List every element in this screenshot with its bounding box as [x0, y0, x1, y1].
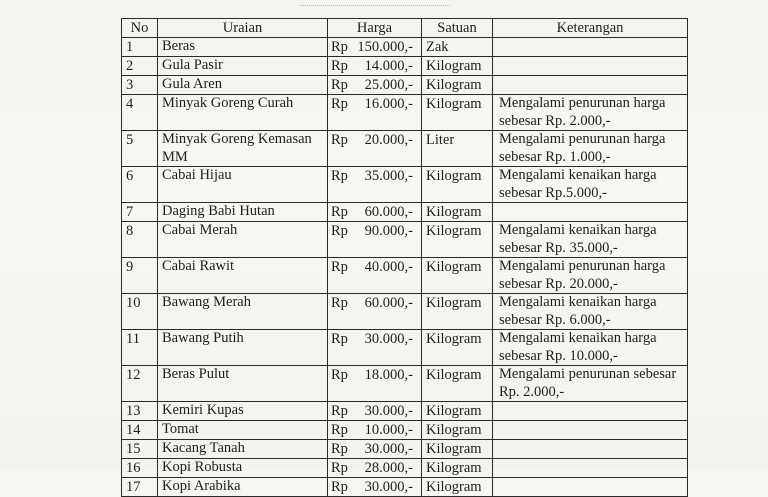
table-row	[122, 203, 688, 222]
currency-label: Rp	[331, 204, 348, 220]
row-satuan: Kilogram	[422, 258, 493, 294]
row-keterangan: Mengalami kenaikan harga sebesar Rp. 35.000,-	[493, 222, 688, 258]
row-harga	[328, 366, 422, 402]
price-amount: 35.000,-	[364, 168, 413, 184]
row-harga	[328, 330, 422, 366]
row-no: 7	[122, 203, 158, 222]
table-body	[122, 38, 688, 497]
row-satuan: Kilogram	[422, 478, 493, 497]
row-uraian: Kopi Robusta	[158, 459, 328, 478]
row-uraian: Kacang Tanah	[158, 440, 328, 459]
row-satuan: Kilogram	[422, 167, 493, 203]
row-satuan: Kilogram	[422, 57, 493, 76]
row-uraian: Beras Pulut	[158, 366, 328, 402]
table-row	[122, 76, 688, 95]
row-uraian: Cabai Merah	[158, 222, 328, 258]
row-harga	[328, 131, 422, 167]
row-uraian: Bawang Putih	[158, 330, 328, 366]
row-harga	[328, 167, 422, 203]
currency-label: Rp	[331, 295, 348, 311]
row-no: 6	[122, 167, 158, 203]
row-keterangan	[493, 57, 688, 76]
row-no: 3	[122, 76, 158, 95]
row-no: 17	[122, 478, 158, 497]
price-amount: 60.000,-	[364, 295, 413, 311]
row-uraian: Kemiri Kupas	[158, 402, 328, 421]
table-row	[122, 95, 688, 131]
row-harga	[328, 95, 422, 131]
row-harga	[328, 57, 422, 76]
price-amount: 60.000,-	[364, 204, 413, 220]
row-keterangan	[493, 203, 688, 222]
row-keterangan	[493, 478, 688, 497]
price-amount: 30.000,-	[364, 403, 413, 419]
currency-label: Rp	[331, 367, 348, 383]
row-satuan: Kilogram	[422, 222, 493, 258]
table-row	[122, 440, 688, 459]
row-keterangan: Mengalami penurunan harga sebesar Rp. 1.000,-	[493, 131, 688, 167]
price-amount: 150.000,-	[357, 39, 413, 55]
row-keterangan	[493, 421, 688, 440]
header-no: No	[122, 19, 158, 38]
row-uraian: Cabai Hijau	[158, 167, 328, 203]
row-no: 8	[122, 222, 158, 258]
table-row	[122, 478, 688, 497]
currency-label: Rp	[331, 479, 348, 495]
table-row	[122, 57, 688, 76]
currency-label: Rp	[331, 77, 348, 93]
row-satuan: Kilogram	[422, 95, 493, 131]
row-harga	[328, 459, 422, 478]
row-satuan: Kilogram	[422, 330, 493, 366]
row-no: 10	[122, 294, 158, 330]
row-satuan: Kilogram	[422, 203, 493, 222]
row-uraian: Minyak Goreng Kemasan MM	[158, 131, 328, 167]
currency-label: Rp	[331, 259, 348, 275]
cut-off-heading-remnant	[300, 0, 450, 6]
table-row	[122, 402, 688, 421]
row-satuan: Zak	[422, 38, 493, 57]
price-amount: 20.000,-	[364, 132, 413, 148]
row-satuan: Kilogram	[422, 402, 493, 421]
currency-label: Rp	[331, 58, 348, 74]
row-no: 12	[122, 366, 158, 402]
row-uraian: Cabai Rawit	[158, 258, 328, 294]
row-keterangan: Mengalami penurunan harga sebesar Rp. 20.000,-	[493, 258, 688, 294]
row-no: 13	[122, 402, 158, 421]
row-no: 4	[122, 95, 158, 131]
row-harga	[328, 294, 422, 330]
row-no: 9	[122, 258, 158, 294]
row-uraian: Tomat	[158, 421, 328, 440]
row-uraian: Minyak Goreng Curah	[158, 95, 328, 131]
row-keterangan: Mengalami kenaikan harga sebesar Rp. 10.000,-	[493, 330, 688, 366]
row-harga	[328, 478, 422, 497]
row-no: 15	[122, 440, 158, 459]
row-keterangan: Mengalami penurunan sebesar Rp. 2.000,-	[493, 366, 688, 402]
header-keterangan: Keterangan	[493, 19, 688, 38]
row-no: 2	[122, 57, 158, 76]
row-no: 1	[122, 38, 158, 57]
price-amount: 18.000,-	[364, 367, 413, 383]
price-amount: 14.000,-	[364, 58, 413, 74]
price-amount: 30.000,-	[364, 331, 413, 347]
price-amount: 90.000,-	[364, 223, 413, 239]
row-harga	[328, 402, 422, 421]
price-amount: 28.000,-	[364, 460, 413, 476]
table-row	[122, 131, 688, 167]
row-harga	[328, 76, 422, 95]
row-no: 14	[122, 421, 158, 440]
table-row	[122, 222, 688, 258]
price-amount: 10.000,-	[364, 422, 413, 438]
row-satuan: Kilogram	[422, 459, 493, 478]
row-harga	[328, 38, 422, 57]
header-harga: Harga	[328, 19, 422, 38]
row-satuan: Kilogram	[422, 440, 493, 459]
row-uraian: Beras	[158, 38, 328, 57]
table-row	[122, 258, 688, 294]
row-keterangan: Mengalami penurunan harga sebesar Rp. 2.000,-	[493, 95, 688, 131]
row-uraian: Gula Pasir	[158, 57, 328, 76]
row-keterangan	[493, 402, 688, 421]
currency-label: Rp	[331, 441, 348, 457]
currency-label: Rp	[331, 39, 348, 55]
table-row	[122, 330, 688, 366]
row-harga	[328, 203, 422, 222]
row-no: 11	[122, 330, 158, 366]
currency-label: Rp	[331, 403, 348, 419]
row-no: 5	[122, 131, 158, 167]
row-harga	[328, 258, 422, 294]
row-keterangan	[493, 38, 688, 57]
table-row	[122, 38, 688, 57]
table-row	[122, 294, 688, 330]
row-keterangan: Mengalami kenaikan harga sebesar Rp. 6.000,-	[493, 294, 688, 330]
currency-label: Rp	[331, 96, 348, 112]
row-uraian: Kopi Arabika	[158, 478, 328, 497]
row-harga	[328, 421, 422, 440]
price-table	[121, 18, 688, 497]
price-amount: 40.000,-	[364, 259, 413, 275]
row-no: 16	[122, 459, 158, 478]
row-satuan: Kilogram	[422, 76, 493, 95]
row-keterangan: Mengalami kenaikan harga sebesar Rp.5.000,-	[493, 167, 688, 203]
table-row	[122, 459, 688, 478]
table-row	[122, 167, 688, 203]
price-amount: 25.000,-	[364, 77, 413, 93]
header-uraian: Uraian	[158, 19, 328, 38]
row-keterangan	[493, 76, 688, 95]
currency-label: Rp	[331, 422, 348, 438]
row-satuan: Kilogram	[422, 294, 493, 330]
row-satuan: Kilogram	[422, 421, 493, 440]
currency-label: Rp	[331, 168, 348, 184]
row-harga	[328, 222, 422, 258]
row-uraian: Daging Babi Hutan	[158, 203, 328, 222]
currency-label: Rp	[331, 331, 348, 347]
price-amount: 30.000,-	[364, 479, 413, 495]
table-row	[122, 366, 688, 402]
currency-label: Rp	[331, 223, 348, 239]
row-uraian: Bawang Merah	[158, 294, 328, 330]
price-amount: 16.000,-	[364, 96, 413, 112]
price-amount: 30.000,-	[364, 441, 413, 457]
currency-label: Rp	[331, 460, 348, 476]
row-satuan: Kilogram	[422, 366, 493, 402]
currency-label: Rp	[331, 132, 348, 148]
row-harga	[328, 440, 422, 459]
row-keterangan	[493, 440, 688, 459]
row-keterangan	[493, 459, 688, 478]
header-satuan: Satuan	[422, 19, 493, 38]
row-uraian: Gula Aren	[158, 76, 328, 95]
row-satuan: Liter	[422, 131, 493, 167]
table-row	[122, 421, 688, 440]
table-header-row	[122, 19, 688, 38]
